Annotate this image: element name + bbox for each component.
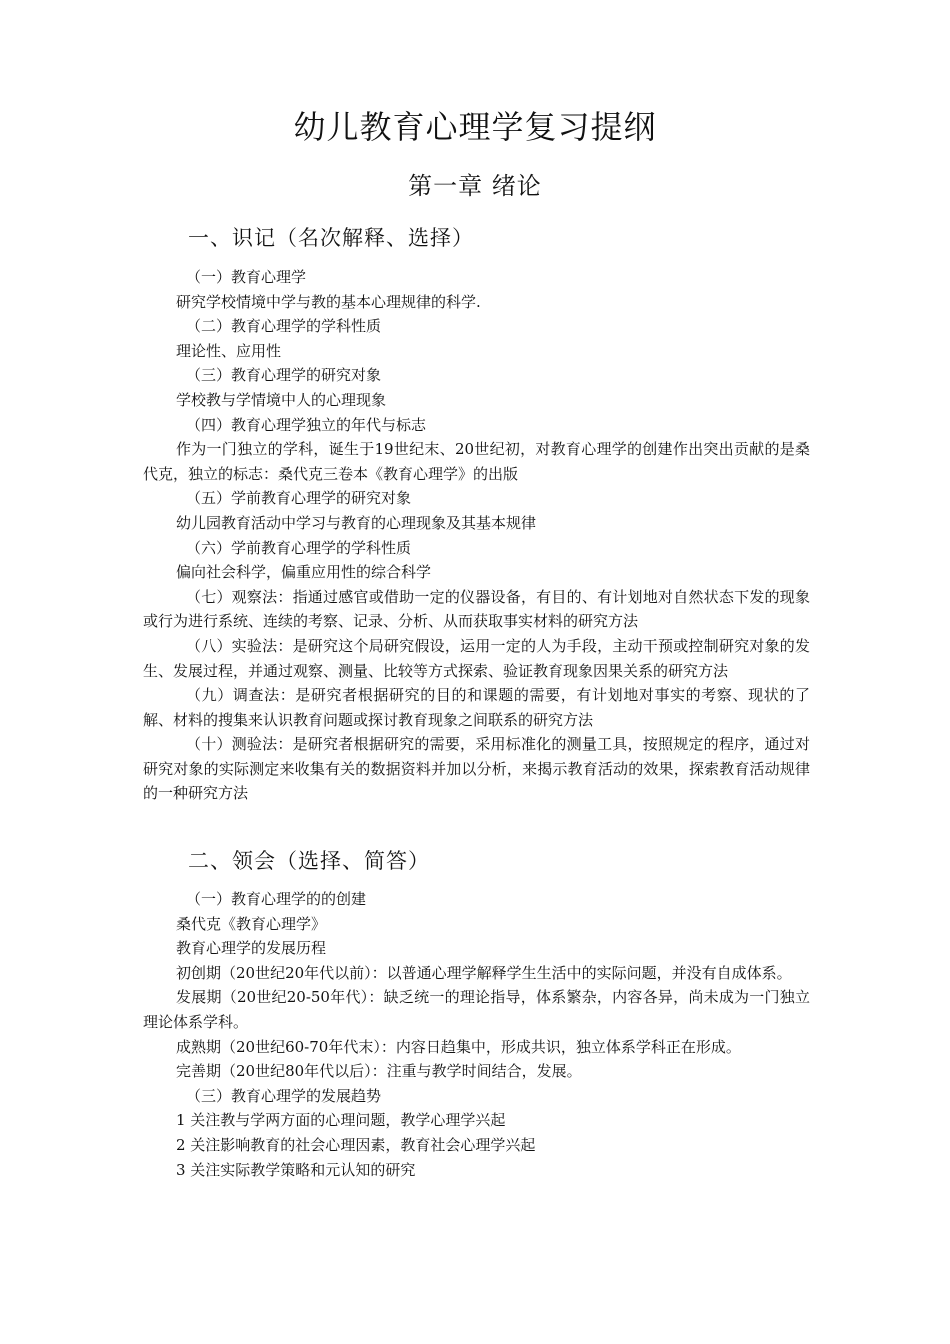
section-heading-comprehension: 二、领会（选择、简答） [188,849,430,873]
definition-observation: （七）观察法：指通过感官或借助一定的仪器设备，有目的、有计划地对自然状态下发的现象或行为进行系统、连续的考察、记录、分析、从而获取事实材料的研究方法 [143,587,810,631]
item-text: 偏向社会科学，偏重应用性的综合科学 [176,563,432,582]
item-label: （五）学前教育心理学的研究对象 [186,489,412,508]
item-text: 作为一门独立的学科，诞生于19世纪末、20世纪初，对教育心理学的创建作出突出贡献的是桑代克，独立的标志：桑代克三卷本《教育心理学》的出版 [143,440,810,483]
item-text: 桑代克《教育心理学》 [176,914,327,933]
chapter-heading: 第一章 绪论 [408,172,542,200]
list-item: 3 关注实际教学策略和元认知的研究 [176,1160,416,1179]
section-heading-recall: 一、识记（名次解释、选择） [188,226,474,250]
item-label: （一）教育心理学的的创建 [186,890,367,908]
definition-test: （十）测验法：是研究者根据研究的需要，采用标准化的测量工具，按照规定的程序，通过对研究对象的实际测定来收集有关的数据资料并加以分析，来揭示教育活动的效果，探索教育活动规律的一种研究方法 [143,735,810,803]
item-label: （二）教育心理学的学科性质 [186,317,382,336]
item-text: 学校教与学情境中人的心理现象 [176,390,387,409]
item-label: （三）教育心理学的发展趋势 [186,1086,382,1105]
document-title: 幼儿教育心理学复习提纲 [293,108,657,146]
list-item: 1 关注教与学两方面的心理问题，教学心理学兴起 [176,1111,506,1130]
definition-experiment: （八）实验法：是研究这个局研究假设，运用一定的人为手段，主动干预或控制研究对象的发生、发展过程，并通过观察、测量、比较等方式探索、验证教育现象因果关系的研究方法 [143,636,810,680]
item-text: 教育心理学的发展历程 [176,939,327,958]
list-item: 2 关注影响教育的社会心理因素，教育社会心理学兴起 [176,1135,536,1154]
item-text: 完善期（20世纪80年代以后）：注重与教学时间结合，发展。 [176,1062,582,1081]
item-text: 初创期（20世纪20年代以前）：以普通心理学解释学生生活中的实际问题，并没有自成体系。 [176,963,792,982]
item-text: 幼儿园教育活动中学习与教育的心理现象及其基本规律 [176,513,537,532]
item-text: 成熟期（20世纪60-70年代末）：内容日趋集中，形成共识，独立体系学科正在形成。 [176,1037,741,1056]
item-label: （四）教育心理学独立的年代与标志 [186,415,427,434]
item-text: 理论性、应用性 [176,341,282,360]
item-text: 发展期（20世纪20-50年代）：缺乏统一的理论指导，体系繁杂，内容各异，尚未成为一门独立理论体系学科。 [143,988,810,1031]
item-text: 研究学校情境中学与教的基本心理规律的科学. [176,292,481,311]
item-label: （六）学前教育心理学的学科性质 [186,538,412,557]
item-label: （一）教育心理学 [186,268,307,286]
section-body-recall [143,265,810,806]
item-label: （三）教育心理学的研究对象 [186,366,382,385]
definition-survey: （九）调查法：是研究者根据研究的目的和课题的需要，有计划地对事实的考察、现状的了解、材料的搜集来认识教育问题或探讨教育现象之间联系的研究方法 [143,686,810,729]
section-body-comprehension [143,887,810,1182]
